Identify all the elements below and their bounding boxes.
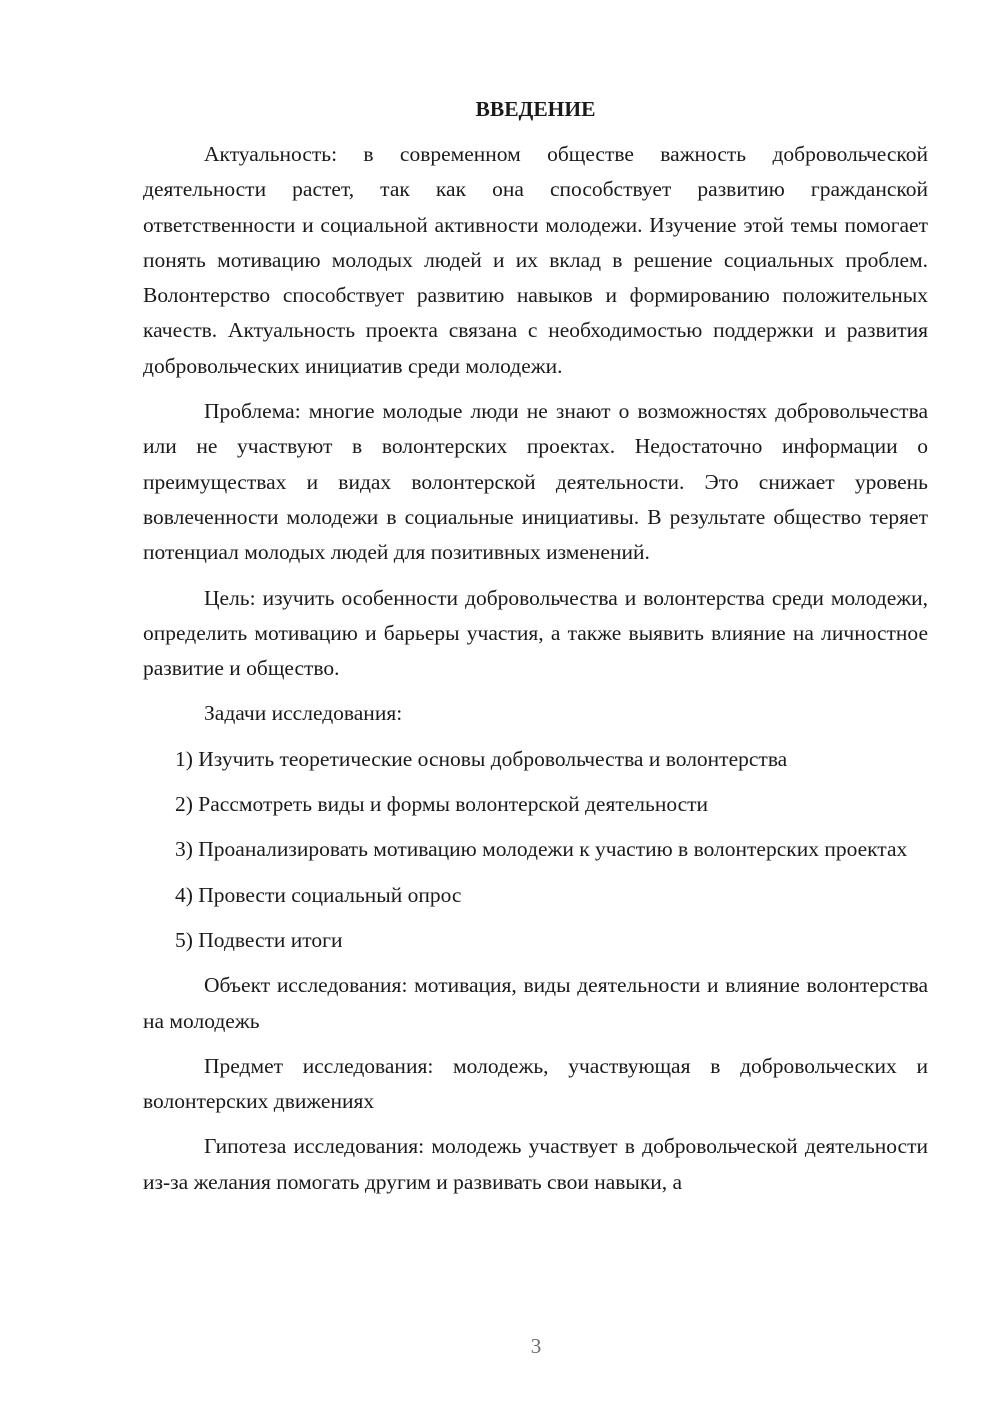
paragraph-goal: Цель: изучить особенности добровольчества и волонтерства среди молодежи, определить мотивацию и барьеры участия, а также выявить влияние на личностное развитие и общество. (143, 585, 928, 681)
list-item: 3) Проанализировать мотивацию молодежи к участию в волонтерских проектах (175, 837, 908, 862)
paragraph-subject: Предмет исследования: молодежь, участвующая в добровольческих и волонтерских движениях (143, 1053, 928, 1114)
paragraph-hypothesis: Гипотеза исследования: молодежь участвует в добровольческой деятельности из-за желания помогать другим и развивать свои навыки, а (143, 1134, 928, 1194)
list-item: 2) Рассмотреть виды и формы волонтерской деятельности (175, 792, 709, 817)
list-item: 5) Подвести итоги (175, 927, 343, 952)
paragraph-object: Объект исследования: мотивация, виды деятельности и влияние волонтерства на молодежь (143, 973, 928, 1033)
list-item: 1) Изучить теоретические основы добровольчества и волонтерства (175, 746, 788, 771)
section-heading: ВВЕДЕНИЕ (475, 97, 596, 121)
list-item: 4) Провести социальный опрос (175, 882, 462, 907)
document-page (143, 92, 928, 1210)
page-number: 3 (530, 1334, 542, 1358)
task-list (143, 742, 928, 958)
paragraph-problem: Проблема: многие молодые люди не знают о возможностях добровольчества или не участвуют в волонтерских проектах. Недостаточно информации о преимуществах и видах волонтерской деятельности. Это снижает уровень вовлеченности молодежи в социальные инициативы. В результате общество теряет потенциал молодых людей для позитивных изменений. (143, 399, 928, 565)
paragraph-relevance: Актуальность: в современном обществе важность добровольческой деятельности растет, так как она способствует развитию гражданской ответственности и социальной активности молодежи. Изучение этой темы помогает понять мотивацию молодых людей и их вклад в решение социальных проблем. Волонтерство способствует развитию навыков и формированию положительных качеств. Актуальность проекта связана с необходимостью поддержки и развития добровольческих инициатив среди молодежи. (143, 142, 928, 378)
paragraph-tasks-intro: Задачи исследования: (204, 701, 403, 726)
